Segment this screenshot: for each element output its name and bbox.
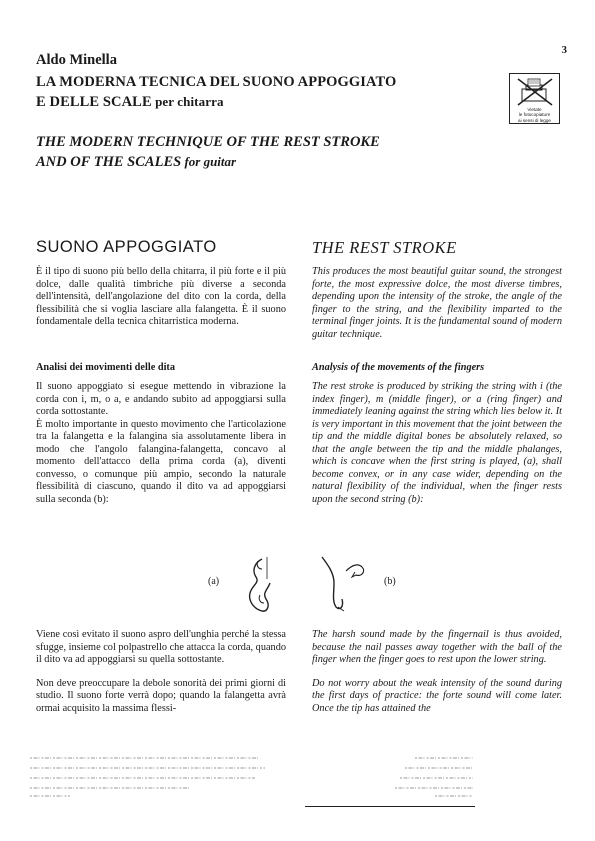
heading-suono-appoggiato: SUONO APPOGGIATO [36, 238, 217, 256]
title-english-line2-main: AND OF THE SCALES [36, 154, 182, 170]
right-intro-block [312, 266, 562, 341]
right-para3: The harsh sound made by the fingernail is thus avoided, because the nail passes away together with the ball of the finger when the finger goes to rest upon the lower string. [312, 629, 562, 665]
heading-rest-stroke: THE REST STROKE [312, 238, 457, 257]
faded-text-left [30, 754, 270, 800]
left-para3: È molto importante in questo movimento che l'articolazione tra la falangetta e la falangina sia assolutamente libera in modo che l'angolo falangina-falangetta, concavo al momento dell'attacco della prima corda (a), diventi convesso, o comunque più ampio, secondo la naturale flessibilità di ciascuno, quando il dito va ad appoggiarsi sulla seconda (b): [36, 418, 286, 505]
title-italian-line1: LA MODERNA TECNICA DEL SUONO APPOGGIATO [36, 74, 397, 90]
right-lower-block [312, 629, 562, 715]
stamp-line1: Vietate [527, 107, 542, 112]
left-analysis-block [36, 381, 286, 506]
no-photocopy-icon [516, 77, 554, 107]
title-italian-line2 [36, 92, 506, 112]
finger-concave-icon [240, 555, 280, 615]
left-lower-block [36, 629, 286, 715]
right-para1: This produces the most beautiful guitar sound, the strongest forte, the most expressive dolce, the most diverse timbres, depending upon the intensity of the stroke, the angle of the finger to the string, and the flexibility imparted to the terminal finger joints. It is the fundamental sound of modern guitar technique. [312, 266, 562, 340]
finger-convex-icon [318, 553, 370, 613]
title-english-line1: THE MODERN TECHNIQUE OF THE REST STROKE [36, 134, 380, 150]
stamp-line3: ai sensi di legge [518, 117, 551, 123]
left-para5: Non deve preoccupare la debole sonorità dei primi giorni di studio. Il suono forte verrà dopo; quando la falangetta avrà ormai acquisito la massima flessi- [36, 677, 286, 714]
title-english [36, 132, 506, 172]
title-italian-line2-small: per chitarra [151, 94, 224, 109]
title-english-line2-small: for guitar [181, 154, 237, 169]
figure-label-b: (b) [384, 576, 396, 587]
right-para4: Do not worry about the weak intensity of the sound during the first days of practice: the forte sound will come later. Once the tip has attained the [312, 677, 562, 714]
figure-label-a: (a) [208, 576, 220, 587]
right-subheading: Analysis of the movements of the fingers [312, 362, 485, 373]
title-italian [36, 73, 506, 112]
right-para2: The rest stroke is produced by striking the string with i (the index finger), m (middle finger), or a (ring finger) and immediately leaning against the string which lies below it. It is very important in this movement that the joint between the tip and the middle digital bones be absolutely relaxed, so that the angle between the tip and the middle phalanges, which is concave when the first string is played, (a), shall become convex, or in any case wider, depending on the natural flexibility of the individual, when the finger rests upon the second string (b): [312, 381, 562, 505]
faded-text-right [395, 754, 475, 800]
left-intro-block [36, 266, 286, 329]
title-italian-line2-main: E DELLE SCALE [36, 94, 152, 110]
left-para2: Il suono appoggiato si esegue mettendo in vibrazione la corda con i, m, o a, e andando subito ad appoggiarsi sulla corda sottostante. [36, 381, 286, 417]
stamp-text [510, 107, 559, 123]
title-english-line2 [36, 152, 506, 172]
left-subheading: Analisi dei movimenti delle dita [36, 362, 176, 373]
left-para1: È il tipo di suono più bello della chitarra, il più forte e il più dolce, dalle qualità timbriche più diverse a seconda dell'intensità, dell'angolazione del dito con la corda, della flessibilità che si voglia lasciare alla falangetta. È il suono fondamentale della tecnica chitarristica moderna. [36, 266, 286, 327]
right-analysis-block [312, 381, 562, 506]
stamp-line2: le fotocopiature [518, 112, 551, 118]
left-para4: Viene così evitato il suono aspro dell'unghia perché la stessa sfugge, insieme col polpastrello che attacca la corda, quando il dito va ad appoggiarsi su quella sottostante. [36, 629, 286, 665]
page-number: 3 [561, 44, 567, 56]
author-name: Aldo Minella [36, 52, 117, 68]
no-photocopy-stamp [509, 73, 560, 124]
bottom-rule [305, 806, 475, 807]
